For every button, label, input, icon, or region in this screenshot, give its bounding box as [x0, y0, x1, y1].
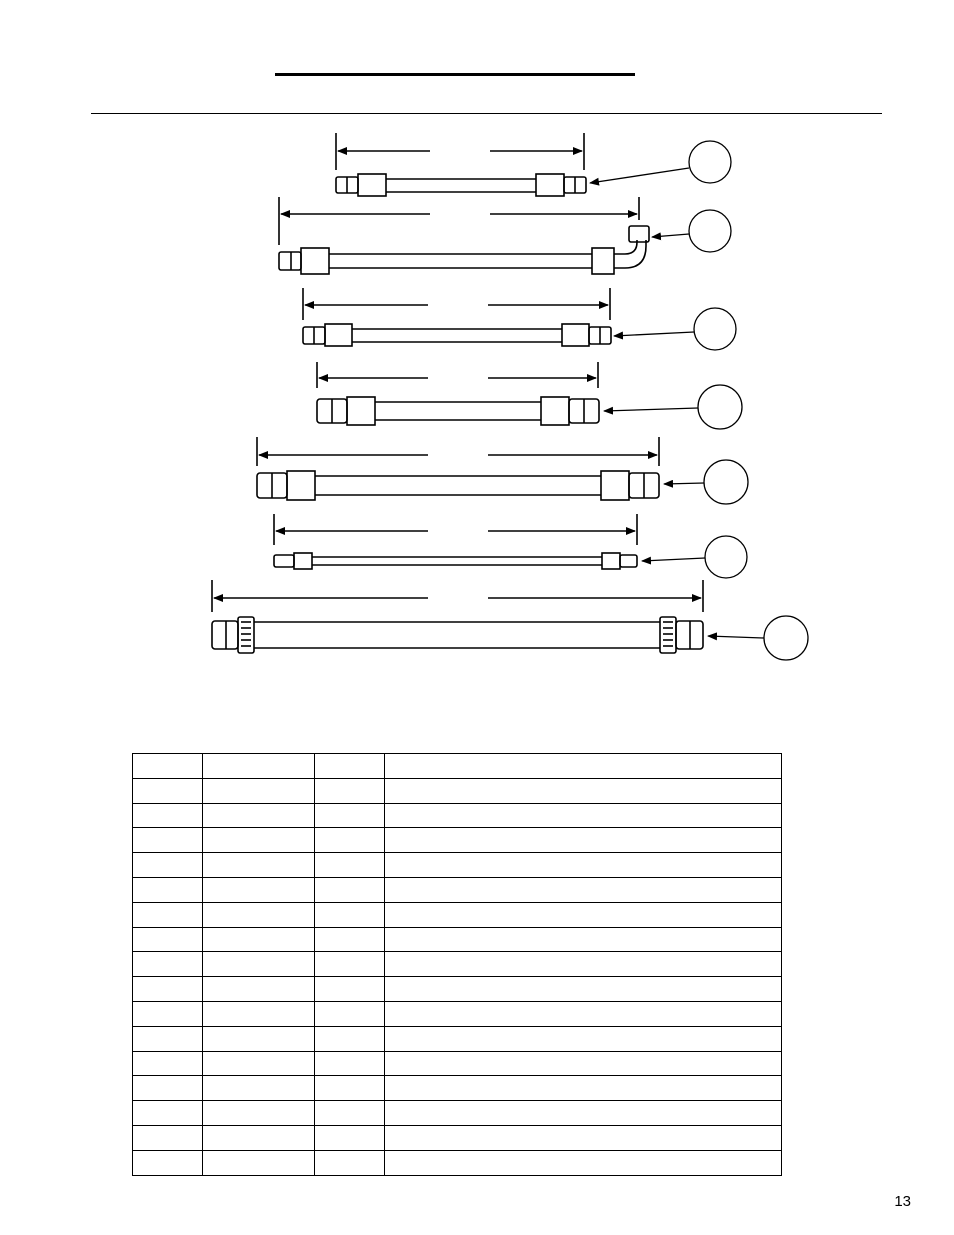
table-cell — [203, 1150, 315, 1175]
table-cell — [133, 754, 203, 779]
hose-3 — [303, 288, 611, 346]
table-cell — [315, 877, 385, 902]
table-cell — [315, 927, 385, 952]
table-cell — [385, 1125, 782, 1150]
table-row — [133, 1051, 782, 1076]
table-row — [133, 952, 782, 977]
table-cell — [315, 1150, 385, 1175]
table-cell — [133, 1101, 203, 1126]
table-cell — [385, 877, 782, 902]
callout-2 — [652, 210, 731, 252]
table-cell — [203, 754, 315, 779]
table-cell — [203, 1026, 315, 1051]
table-cell — [385, 1150, 782, 1175]
parts-table — [132, 753, 782, 1176]
table-cell — [315, 1076, 385, 1101]
table-cell — [385, 828, 782, 853]
table-cell — [315, 853, 385, 878]
callout-1 — [590, 141, 731, 183]
table-row — [133, 853, 782, 878]
table-row — [133, 927, 782, 952]
table-cell — [133, 877, 203, 902]
table-cell — [315, 1051, 385, 1076]
table-cell — [133, 1150, 203, 1175]
table-cell — [133, 1001, 203, 1026]
callout-7 — [708, 616, 808, 660]
table-cell — [203, 902, 315, 927]
table-cell — [385, 1101, 782, 1126]
table-cell — [315, 1001, 385, 1026]
table-cell — [133, 803, 203, 828]
table-row — [133, 828, 782, 853]
table-cell — [315, 1026, 385, 1051]
table-row — [133, 754, 782, 779]
table-cell — [133, 902, 203, 927]
table-cell — [133, 1051, 203, 1076]
table-cell — [385, 902, 782, 927]
table-cell — [315, 977, 385, 1002]
hose-6 — [274, 514, 637, 569]
table-cell — [133, 977, 203, 1002]
table-cell — [203, 803, 315, 828]
hose-5 — [257, 437, 659, 500]
table-cell — [133, 828, 203, 853]
table-row — [133, 1026, 782, 1051]
table-row — [133, 1101, 782, 1126]
hose-1 — [336, 133, 586, 196]
table-row — [133, 1150, 782, 1175]
table-cell — [385, 927, 782, 952]
table-row — [133, 902, 782, 927]
table-cell — [315, 803, 385, 828]
table-row — [133, 1001, 782, 1026]
table-cell — [203, 1001, 315, 1026]
table-cell — [315, 952, 385, 977]
table-cell — [385, 977, 782, 1002]
callout-6 — [642, 536, 747, 578]
table-cell — [315, 1125, 385, 1150]
callout-4 — [604, 385, 742, 429]
table-row — [133, 877, 782, 902]
table-row — [133, 977, 782, 1002]
hose-7 — [212, 580, 703, 653]
table-cell — [385, 754, 782, 779]
table-cell — [315, 754, 385, 779]
table-cell — [203, 1101, 315, 1126]
table-cell — [203, 1051, 315, 1076]
table-cell — [203, 1125, 315, 1150]
page-number: 13 — [894, 1193, 911, 1210]
table-row — [133, 1076, 782, 1101]
table-cell — [203, 853, 315, 878]
table-cell — [203, 927, 315, 952]
table-row — [133, 1125, 782, 1150]
table-cell — [203, 952, 315, 977]
table-row — [133, 778, 782, 803]
table-row — [133, 803, 782, 828]
table-cell — [203, 828, 315, 853]
table-cell — [385, 1026, 782, 1051]
table-cell — [133, 778, 203, 803]
table-cell — [315, 778, 385, 803]
table-cell — [385, 778, 782, 803]
hose-4 — [317, 362, 599, 425]
table-cell — [385, 803, 782, 828]
hose-2 — [279, 197, 649, 274]
table-cell — [315, 828, 385, 853]
table-cell — [133, 927, 203, 952]
callout-5 — [664, 460, 748, 504]
table-cell — [133, 1125, 203, 1150]
table-cell — [203, 1076, 315, 1101]
table-cell — [385, 853, 782, 878]
table-cell — [385, 1051, 782, 1076]
table-cell — [315, 1101, 385, 1126]
table-cell — [133, 853, 203, 878]
table-cell — [133, 1026, 203, 1051]
table-cell — [133, 952, 203, 977]
table-cell — [203, 778, 315, 803]
table-cell — [203, 877, 315, 902]
table-cell — [133, 1076, 203, 1101]
table-cell — [385, 1076, 782, 1101]
table-cell — [315, 902, 385, 927]
table-cell — [385, 952, 782, 977]
table-cell — [385, 1001, 782, 1026]
table-cell — [203, 977, 315, 1002]
callout-3 — [614, 308, 736, 350]
